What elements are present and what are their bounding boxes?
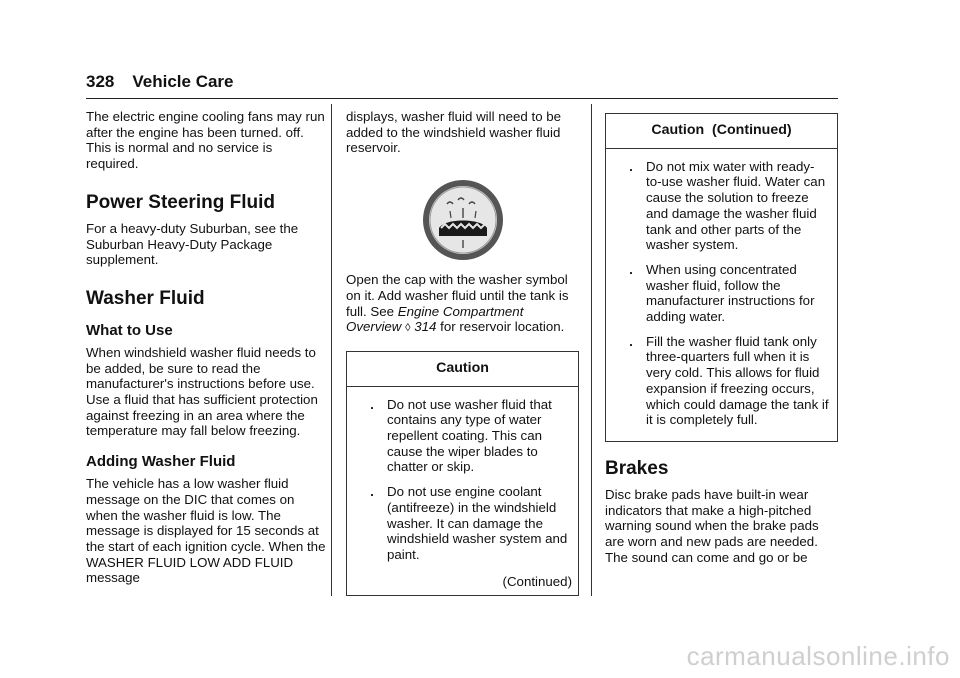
page-header bbox=[86, 72, 234, 92]
washer-fluid-symbol-icon bbox=[421, 178, 505, 262]
column-2 bbox=[346, 109, 579, 596]
engine-compartment-link[interactable]: Engine Compartment Overview bbox=[346, 303, 524, 335]
continued-label: (Continued) bbox=[502, 573, 572, 589]
brakes-paragraph: Disc brake pads have built-in wear indicators that make a high-pitched warning sound when the brake pads are worn and new pads are needed. The sound can come and go or be bbox=[605, 486, 819, 565]
intro-paragraph: The electric engine cooling fans may run after the engine has been turned. off. This is normal and no service is required. bbox=[86, 109, 325, 172]
page-number: 328 bbox=[86, 72, 115, 91]
list-item: . When using concentrated washer fluid, follow the manufacturer instructions for adding water. bbox=[629, 261, 815, 325]
list-item: . Fill the washer fluid tank only three-quarters full when it is very cold. This allows for fluid expansion if freezing occurs, which could damage the tank if it is completely full. bbox=[629, 333, 829, 428]
column-divider bbox=[331, 104, 332, 596]
washer-fluid-heading: Washer Fluid bbox=[86, 287, 205, 309]
brakes-heading: Brakes bbox=[605, 457, 669, 479]
open-cap-paragraph: Open the cap with the washer symbol on it. Add washer fluid until the tank is full. See Engine Compartment Overview ◊ 314 for reservoir location. bbox=[346, 272, 569, 335]
list-item: . Do not use engine coolant (antifreeze) in the windshield washer. It can damage the windshield washer system and paint. bbox=[370, 484, 568, 562]
watermark: carmanualsonline.info bbox=[686, 641, 950, 671]
what-to-use-paragraph: When windshield washer fluid needs to be added, be sure to read the manufacturer's instructions before use. Use a fluid that has sufficient protection against freezing in an area where the temperature may fall below freezing. bbox=[86, 344, 318, 439]
column-1 bbox=[86, 109, 326, 586]
adding-washer-fluid-heading: Adding Washer Fluid bbox=[86, 453, 236, 471]
page-ref[interactable]: 314 bbox=[414, 319, 437, 335]
caution-title: Caution bbox=[347, 352, 578, 387]
column-divider bbox=[591, 104, 592, 596]
caution-list bbox=[606, 149, 837, 441]
header-rule bbox=[86, 98, 838, 99]
continued-paragraph: displays, washer fluid will need to be added to the windshield washer fluid reservoir. bbox=[346, 109, 562, 156]
adding-washer-fluid-paragraph: The vehicle has a low washer fluid message on the DIC that comes on when the washer fluid is low. The message is displayed for 15 seconds at the start of each ignition cycle. When the WASHER FLUID LOW ADD FLUID message bbox=[86, 476, 326, 586]
washer-icon-container bbox=[346, 178, 579, 262]
caution-box bbox=[346, 351, 579, 596]
list-item: . Do not use washer fluid that contains any type of water repellent coating. This can cause the wiper blades to chatter or skip. bbox=[370, 396, 552, 475]
page-ref-arrow: ◊ bbox=[405, 322, 411, 335]
caution-continued-box bbox=[605, 113, 838, 442]
list-item: . Do not mix water with ready-to-use washer fluid. Water can cause the solution to freeze and damage the washer fluid tank and other parts of the washer system. bbox=[629, 158, 826, 253]
column-3 bbox=[605, 113, 838, 565]
what-to-use-heading: What to Use bbox=[86, 321, 173, 339]
section-title: Vehicle Care bbox=[132, 72, 234, 91]
caution-continued-title: Caution (Continued) bbox=[606, 114, 837, 149]
power-steering-paragraph: For a heavy-duty Suburban, see the Suburban Heavy-Duty Package supplement. bbox=[86, 220, 299, 268]
caution-list bbox=[347, 387, 578, 576]
power-steering-heading: Power Steering Fluid bbox=[86, 191, 275, 213]
